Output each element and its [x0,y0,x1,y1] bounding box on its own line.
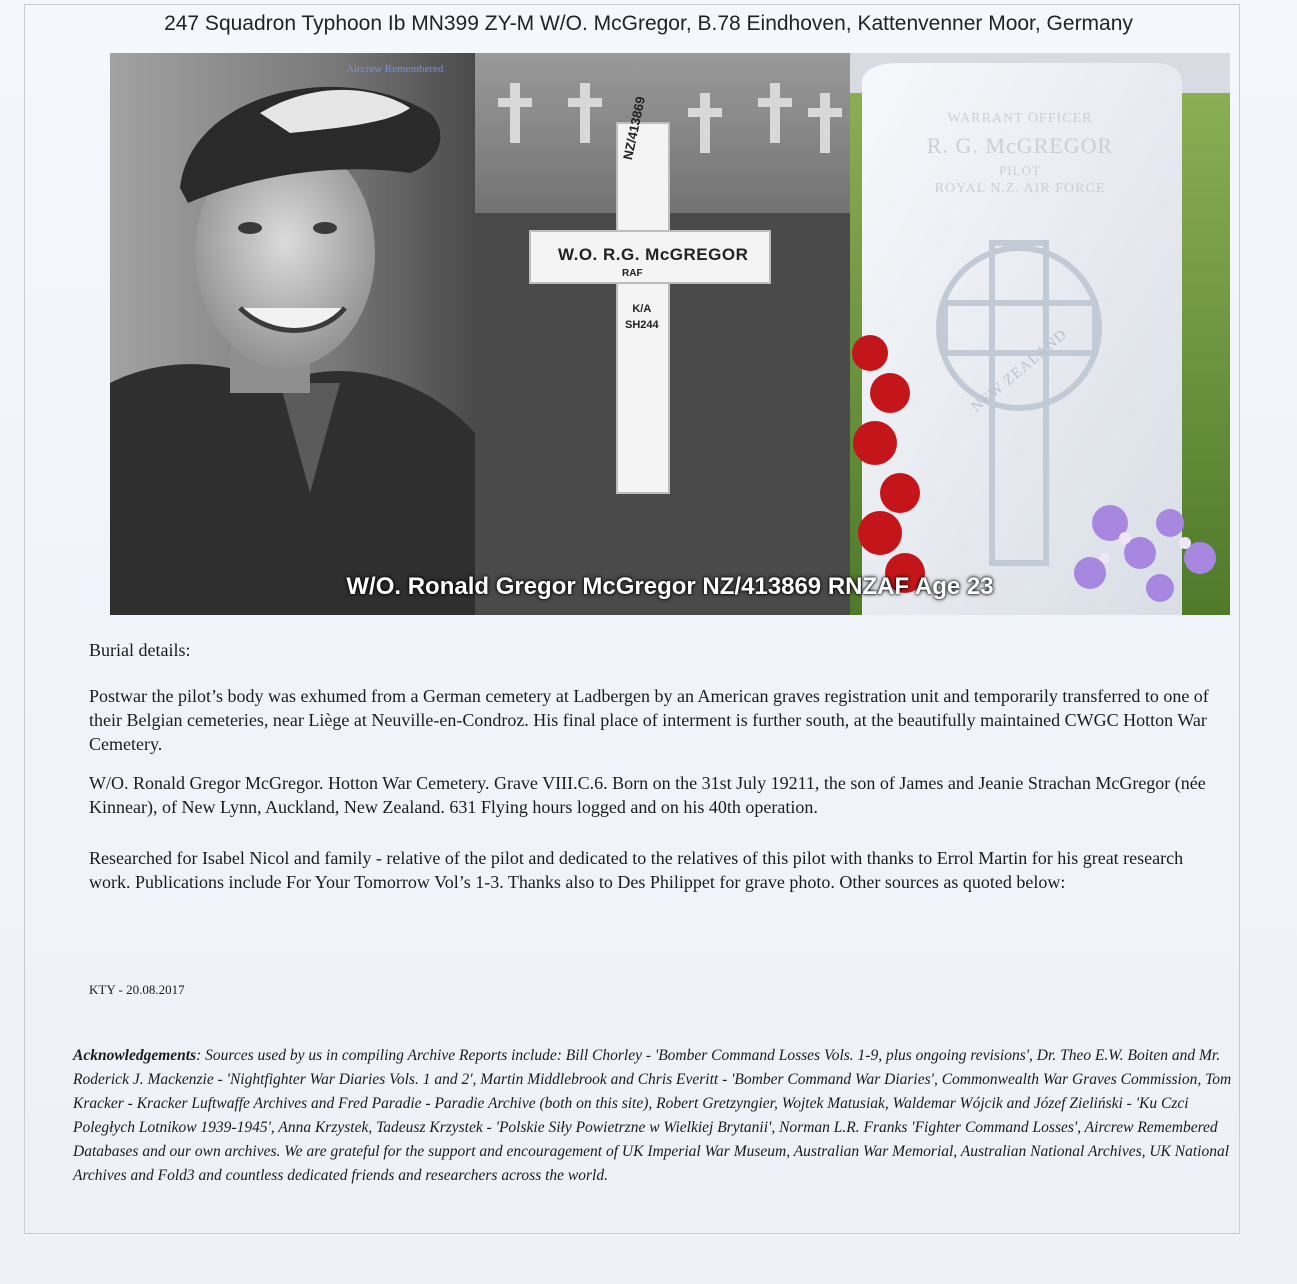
photo-caption: W/O. Ronald Gregor McGregor NZ/413869 RNZAF Age 23 [346,573,994,600]
biography-paragraph: W/O. Ronald Gregor McGregor. Hotton War Cemetery. Grave VIII.C.6. Born on the 31st July 19211, the son of James and Jeanie Strachan McGregor (née Kinnear), of New Lynn, Auckland, New Zealand. 631 Flying hours logged and on his 40th operation. [89,773,1206,817]
acknowledgements-label: Acknowledgements [73,1047,197,1064]
acknowledgements-text: : Sources used by us in compiling Archive Reports include: Bill Chorley - 'Bomber Command Losses Vols. 1-9, plus ongoing revisions', Dr. Theo E.W. Boiten and Mr. Roderick J. Mackenzie - 'Nightfighter War Diaries Vols. 1 and 2', Martin Middlebrook and Chris Everitt - 'Bomber Command War Diaries', Commonwealth War Graves Commission, Tom Kracker - Kracker Luftwaffe Archives and Fred Paradie - Paradie Archive (both on this site), Robert Gretzyngier, Wojtek Matusiak, Waldemar Wójcik and Józef Zieliński - 'Ku Czci Poległych Lotnikow 1939-1945', Anna Krzystek, Tadeusz Krzystek - 'Polskie Siły Powietrzne w Wielkiej Brytanii', Norman L.R. Franks 'Fighter Command Losses', Aircrew Remembered Databases and our own archives. We are grateful for the support and encouragement of UK Imperial War Museum, Australian War Memorial, Australian National Archives, UK National Archives and Fold3 and countless dedicated friends and researchers across the world. [73,1047,1232,1184]
cross-ka-text [625,301,659,333]
photo-collage [110,53,1230,615]
cross-raf-text: RAF [622,268,643,279]
headstone-name: R. G. McGREGOR [926,133,1114,158]
author-date: KTY - 20.08.2017 [89,982,185,997]
burial-heading: Burial details: [89,640,191,660]
cross-name-text: W.O. R.G. McGREGOR [558,245,749,264]
headstone-emblem-text: NEW ZEALAND [968,326,1071,416]
headstone-role: PILOT [999,163,1041,178]
page-title: 247 Squadron Typhoon Ib MN399 ZY-M W/O. McGregor, B.78 Eindhoven, Kattenvenner Moor, Germany [164,12,1133,35]
acknowledgements [73,1044,1235,1188]
watermark-text: Aircrew Remembered [346,63,444,75]
cross-service-number: NZ/413869 [620,95,649,162]
burial-paragraph: Postwar the pilot’s body was exhumed from a German cemetery at Ladbergen by an American graves registration unit and temporarily transferred to one of their Belgian cemeteries, near Liège at Neuville-en-Condroz. His final place of interment is further south, at the beautifully maintained CWGC Hotton War Cemetery. [89,686,1209,754]
cross-ka-label: K/A [632,303,652,315]
headstone-rank: WARRANT OFFICER [947,111,1093,126]
cross-date-label: SH244 [625,319,659,331]
headstone-service: ROYAL N.Z. AIR FORCE [934,181,1106,196]
research-paragraph: Researched for Isabel Nicol and family - relative of the pilot and dedicated to the relatives of this pilot with thanks to Errol Martin for his great research work. Publications include For Your Tomorrow Vol’s 1-3. Thanks also to Des Philippet for grave photo. Other sources as quoted below: [89,848,1184,892]
